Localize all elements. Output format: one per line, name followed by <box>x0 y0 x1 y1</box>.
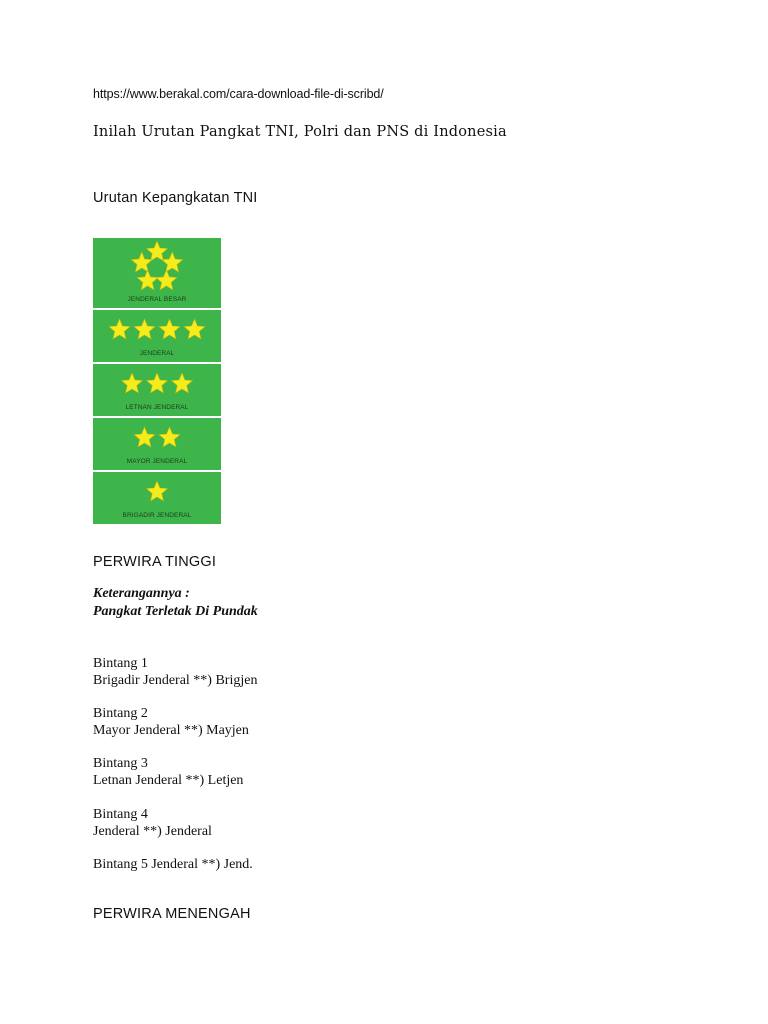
star-icon <box>109 319 130 339</box>
star-icon <box>184 319 205 339</box>
document-title: Inilah Urutan Pangkat TNI, Polri dan PNS di Indonesia <box>93 124 507 140</box>
star-icon <box>147 241 168 261</box>
heading-perwira-menengah: PERWIRA MENENGAH <box>93 906 251 922</box>
star-icon <box>147 373 168 393</box>
bintang-label: Bintang 2 <box>93 706 148 721</box>
rank-insignia-image <box>93 238 221 526</box>
rank-entry-bintang-1 <box>93 655 257 689</box>
section-heading-urutan-kepangkatan: Urutan Kepangkatan TNI <box>93 190 258 206</box>
rank-detail: Jenderal **) Jenderal <box>93 824 212 839</box>
insignia-rank-label: JENDERAL BESAR <box>127 296 187 303</box>
rank-entry-bintang-2 <box>93 705 249 739</box>
star-icon <box>134 427 155 447</box>
star-icon <box>137 270 158 290</box>
insignia-rank-label: MAYOR JENDERAL <box>126 458 188 465</box>
rank-entry-bintang-3 <box>93 755 243 789</box>
star-icon <box>159 427 180 447</box>
note-text: Pangkat Terletak Di Pundak <box>93 604 258 619</box>
insignia-panel-mayor-jenderal <box>93 418 221 472</box>
insignia-panel-jenderal-besar <box>93 238 221 310</box>
note-label: Keterangannya : <box>93 586 190 601</box>
rank-entry-bintang-5: Bintang 5 Jenderal **) Jend. <box>93 857 253 872</box>
bintang-label: Bintang 1 <box>93 656 148 671</box>
star-icon <box>134 319 155 339</box>
heading-perwira-tinggi: PERWIRA TINGGI <box>93 554 217 570</box>
star-icon <box>162 252 183 272</box>
star-icon <box>159 319 180 339</box>
insignia-rank-label: JENDERAL <box>139 350 175 357</box>
bintang-label: Bintang 4 <box>93 807 148 822</box>
source-url-text: https://www.berakal.com/cara-download-file-di-scribd/ <box>93 87 384 101</box>
star-icon <box>122 373 143 393</box>
insignia-panel-brigadir-jenderal <box>93 472 221 526</box>
insignia-panel-jenderal <box>93 310 221 364</box>
rank-detail: Mayor Jenderal **) Mayjen <box>93 723 249 738</box>
rank-entry-bintang-4 <box>93 806 212 840</box>
star-icon <box>147 481 168 501</box>
insignia-panel-letnan-jenderal <box>93 364 221 418</box>
bintang-label: Bintang 3 <box>93 756 148 771</box>
insignia-rank-label: BRIGADIR JENDERAL <box>122 512 192 519</box>
insignia-rank-label: LETNAN JENDERAL <box>125 404 189 411</box>
star-icon <box>172 373 193 393</box>
star-icon <box>131 252 152 272</box>
star-icon <box>156 270 177 290</box>
rank-detail: Brigadir Jenderal **) Brigjen <box>93 673 258 688</box>
rank-detail: Letnan Jenderal **) Letjen <box>93 773 244 788</box>
